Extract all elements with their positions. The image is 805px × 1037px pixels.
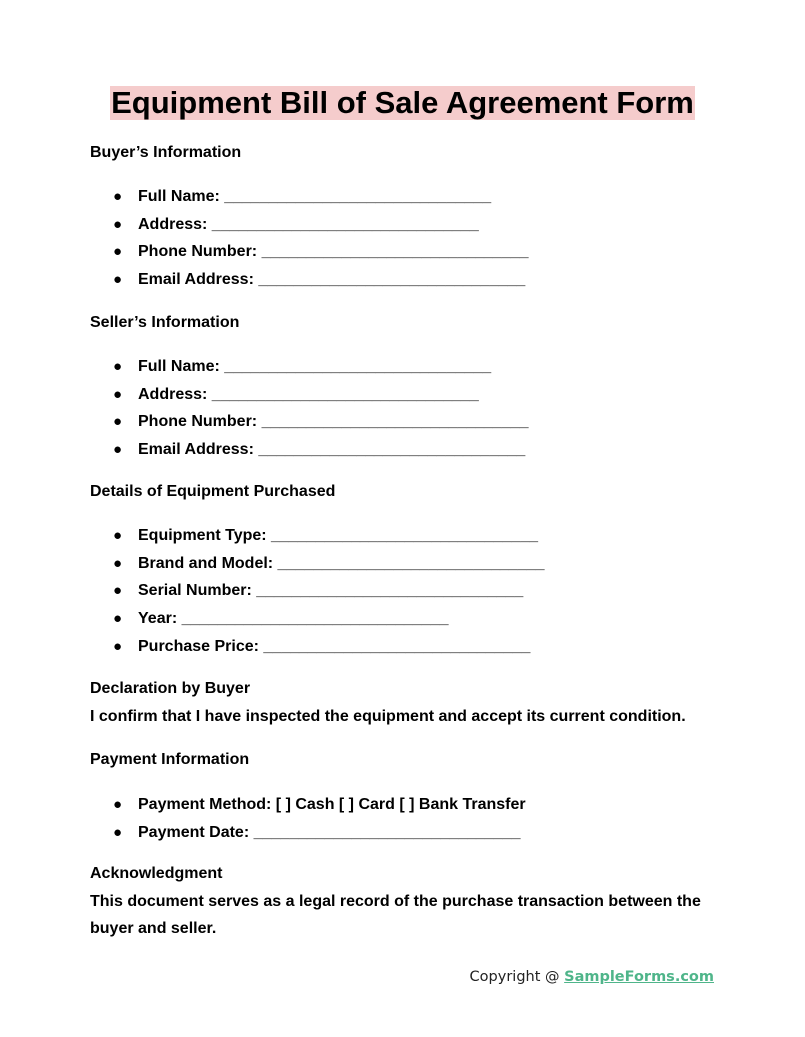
bullet-icon: ●: [113, 582, 123, 600]
seller-full-name-field: Full Name: ______________________________: [138, 358, 492, 375]
acknowledgment-heading: Acknowledgment: [90, 865, 223, 882]
list-item: [0, 270, 529, 298]
year-field: Year: ______________________________: [138, 610, 449, 628]
payment-method-field: Payment Method: [ ] Cash [ ] Card [ ] Bank Transfer: [138, 796, 526, 813]
equipment-fields-list: [0, 526, 545, 664]
buyer-full-name-field: Full Name: ______________________________: [138, 188, 492, 205]
copyright-footer: [470, 967, 714, 987]
bullet-icon: ●: [113, 188, 123, 205]
title-wrapper: [0, 86, 805, 120]
list-item: [0, 581, 545, 609]
brand-model-field: Brand and Model: ______________________________: [138, 554, 545, 572]
list-item: [0, 823, 526, 851]
bullet-icon: ●: [113, 637, 123, 655]
acknowledgment-text: This document serves as a legal record of the purchase transaction between the buyer and seller.: [90, 893, 701, 937]
bullet-icon: ●: [113, 385, 123, 403]
bullet-icon: ●: [113, 413, 123, 431]
list-item: [0, 215, 529, 243]
page-title: Equipment Bill of Sale Agreement Form: [111, 85, 694, 120]
list-item: [0, 412, 529, 440]
bullet-icon: ●: [113, 358, 123, 375]
bullet-icon: ●: [113, 215, 123, 233]
list-item: [0, 526, 545, 554]
list-item: [0, 187, 529, 215]
seller-heading: Seller’s Information: [90, 314, 240, 331]
serial-number-field: Serial Number: ______________________________: [138, 582, 524, 600]
bullet-icon: ●: [113, 554, 123, 572]
declaration-text: I confirm that I have inspected the equipment and accept its current condition.: [90, 708, 686, 725]
list-item: [0, 637, 545, 665]
buyer-heading: Buyer’s Information: [90, 144, 242, 161]
seller-fields-list: [0, 357, 529, 468]
equipment-type-field: Equipment Type: ______________________________: [138, 527, 538, 544]
bullet-icon: ●: [113, 527, 123, 544]
list-item: [0, 385, 529, 413]
bullet-icon: ●: [113, 271, 123, 289]
seller-address-field: Address: ______________________________: [138, 385, 479, 403]
list-item: [0, 440, 529, 468]
bullet-icon: ●: [113, 441, 123, 459]
list-item: [0, 609, 545, 637]
bullet-icon: ●: [113, 823, 123, 841]
payment-fields-list: [0, 795, 526, 850]
seller-phone-field: Phone Number: ______________________________: [138, 413, 529, 431]
payment-date-field: Payment Date: ______________________________: [138, 823, 521, 841]
payment-heading: Payment Information: [90, 751, 250, 768]
bullet-icon: ●: [113, 243, 123, 261]
buyer-phone-field: Phone Number: ______________________________: [138, 243, 529, 261]
purchase-price-field: Purchase Price: ______________________________: [138, 637, 531, 655]
declaration-heading: Declaration by Buyer: [90, 680, 251, 697]
buyer-email-field: Email Address: ______________________________: [138, 271, 526, 289]
buyer-fields-list: [0, 187, 529, 298]
seller-email-field: Email Address: ______________________________: [138, 441, 526, 459]
copyright-prefix: Copyright @: [469, 969, 565, 985]
buyer-address-field: Address: ______________________________: [138, 215, 479, 233]
bullet-icon: ●: [113, 610, 123, 628]
list-item: [0, 357, 529, 385]
sampleforms-link[interactable]: SampleForms.com: [564, 969, 714, 985]
equipment-heading: Details of Equipment Purchased: [90, 483, 336, 500]
list-item: [0, 795, 526, 823]
list-item: [0, 242, 529, 270]
list-item: [0, 554, 545, 582]
bullet-icon: ●: [113, 796, 123, 813]
